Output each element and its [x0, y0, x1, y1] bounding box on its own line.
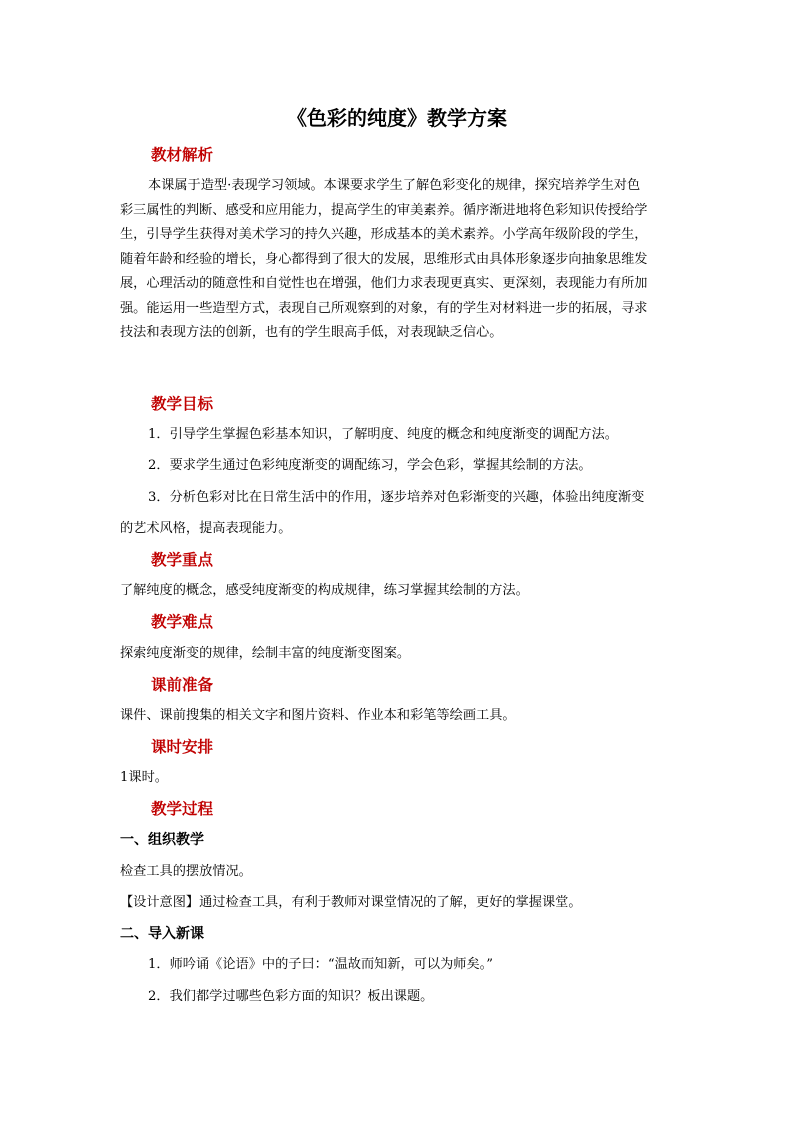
heading-mubiao: 教学目标 — [151, 394, 214, 413]
paragraph-line: 彩三属性的判断、感受和应用能力，提高学生的审美素养。循序渐进地将色彩知识传授给学 — [120, 202, 648, 218]
nandian-text: 探索纯度渐变的规律，绘制丰富的纯度渐变图案。 — [120, 646, 411, 661]
step-1-line-2: 【设计意图】通过检查工具，有利于教师对课堂情况的了解，更好的掌握课堂。 — [120, 895, 582, 910]
heading-jiaocai: 教材解析 — [151, 145, 214, 164]
heading-nandian: 教学难点 — [151, 612, 214, 631]
zhunbei-text: 课件、课前搜集的相关文字和图片资料、作业本和彩笔等绘画工具。 — [120, 708, 516, 723]
paragraph-line: 生，引导学生获得对美术学习的持久兴趣，形成基本的美术素养。小学高年级阶段的学生， — [120, 227, 648, 242]
goal-item-2: 2．要求学生通过色彩纯度渐变的调配练习，学会色彩，掌握其绘制的方法。 — [148, 458, 592, 473]
goal-item-1: 1．引导学生掌握色彩基本知识，了解明度、纯度的概念和纯度渐变的调配方法。 — [148, 427, 618, 442]
goal-item-3-cont: 的艺术风格，提高表现能力。 — [120, 521, 292, 536]
paragraph-jiaocai — [120, 175, 676, 347]
goal-item-3: 3．分析色彩对比在日常生活中的作用，逐步培养对色彩渐变的兴趣，体验出纯度渐变 — [148, 490, 645, 505]
zhongdian-text: 了解纯度的概念，感受纯度渐变的构成规律，练习掌握其绘制的方法。 — [120, 583, 529, 598]
heading-guocheng: 教学过程 — [151, 799, 214, 818]
heading-zhongdian: 教学重点 — [151, 550, 214, 569]
step-1-title: 一、组织教学 — [120, 832, 204, 848]
step-2-line-1: 1．师吟诵《论语》中的子曰：“温故而知新，可以为师矣。” — [148, 957, 493, 972]
heading-zhunbei: 课前准备 — [151, 675, 214, 694]
paragraph-line: 技法和表现方法的创新，也有的学生眼高手低，对表现缺乏信心。 — [120, 325, 503, 340]
paragraph-line: 展，心理活动的随意性和自觉性也在增强，他们力求表现更真实、更深刻，表现能力有所加 — [120, 276, 648, 291]
step-2-title: 二、导入新课 — [120, 926, 204, 942]
step-1-line-1: 检查工具的摆放情况。 — [120, 864, 252, 879]
paragraph-line: 本课属于造型·表现学习领域。本课要求学生了解色彩变化的规律，探究培养学生对色 — [148, 178, 641, 193]
document-title: 《色彩的纯度》教学方案 — [287, 106, 507, 130]
paragraph-line: 随着年龄和经验的增长，身心都得到了很大的发展，思维形式由具体形象逐步向抽象思维发 — [120, 251, 648, 267]
step-2-line-2: 2．我们都学过哪些色彩方面的知识？板出课题。 — [148, 989, 434, 1004]
anpai-text: 1课时。 — [120, 770, 168, 785]
heading-anpai: 课时安排 — [151, 737, 214, 756]
paragraph-line: 强。能运用一些造型方式，表现自己所观察到的对象，有的学生对材料进一步的拓展，寻求 — [120, 300, 648, 316]
